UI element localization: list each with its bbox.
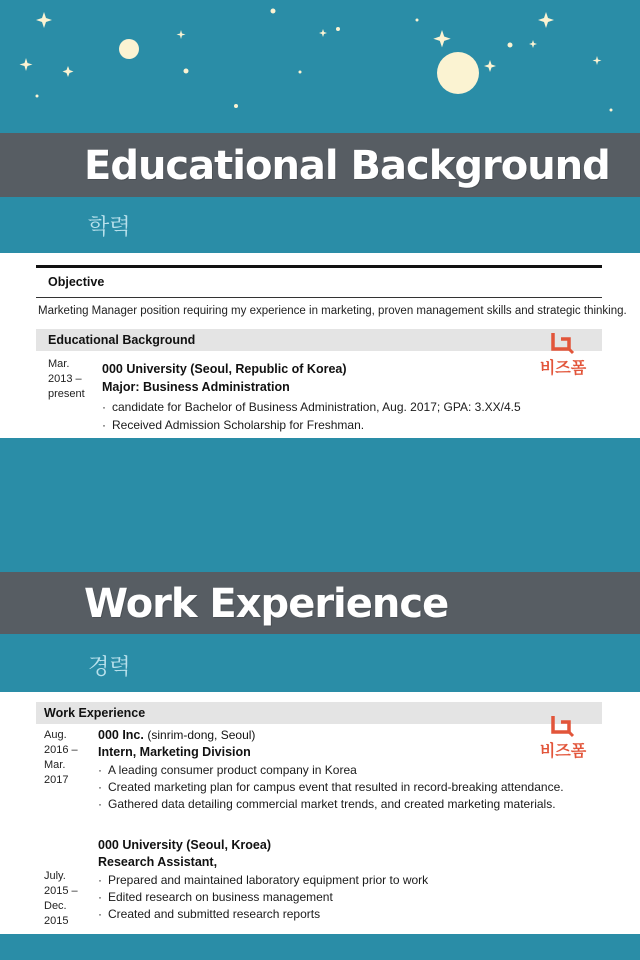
moon-large: [437, 52, 479, 94]
education-dates: [48, 357, 98, 402]
education-resume-card: [0, 253, 640, 438]
education-heading: Educational Background: [48, 333, 196, 347]
starry-sky-illustration: [0, 0, 640, 133]
job1-company-line: [98, 728, 255, 742]
education-title: Educational Background: [84, 143, 610, 189]
date-line: Aug.: [44, 729, 67, 741]
work-title-band: [0, 572, 640, 634]
school-name: 000 University (Seoul, Republic of Korea): [102, 362, 347, 376]
job2-dates: [44, 869, 94, 929]
job1-bullet: · Created marketing plan for campus event that resulted in record-breaking attendance.: [98, 780, 564, 794]
objective-heading: Objective: [48, 275, 105, 289]
date-line: 2017: [44, 774, 69, 786]
education-bullet: · candidate for Bachelor of Business Administration, Aug. 2017; GPA: 3.XX/4.5: [102, 400, 521, 414]
education-bullet: · Received Admission Scholarship for Freshman.: [102, 418, 365, 432]
education-heading-bar: [36, 329, 602, 351]
date-line: 2015: [44, 915, 69, 927]
bizform-logo-icon: [550, 714, 576, 738]
date-line: Mar.: [48, 358, 70, 370]
date-line: present: [48, 388, 85, 400]
date-line: Dec.: [44, 900, 67, 912]
bizform-logo-icon: [550, 331, 576, 355]
bizform-logo-text: 비즈폼: [539, 358, 587, 377]
job2-role: Research Assistant,: [98, 855, 218, 869]
job1-bullet: · A leading consumer product company in Korea: [98, 763, 357, 777]
date-line: Mar.: [44, 759, 66, 771]
top-rule: [36, 265, 602, 268]
job2-bullet: · Created and submitted research reports: [98, 907, 321, 921]
date-line: 2015 –: [44, 885, 78, 897]
work-heading-bar: [36, 702, 602, 724]
objective-text: Marketing Manager position requiring my experience in marketing, proven management skills and strategic thinking.: [38, 305, 627, 317]
objective-rule: [36, 297, 602, 298]
bizform-logo: [528, 714, 598, 758]
major: Major: Business Administration: [102, 380, 290, 394]
bizform-logo: [528, 331, 598, 375]
job1-role: Intern, Marketing Division: [98, 745, 251, 759]
work-title: Work Experience: [84, 581, 449, 627]
education-subtitle: 학력: [88, 215, 131, 240]
job1-company: 000 Inc.: [98, 728, 144, 742]
education-title-band: [0, 133, 640, 197]
date-line: 2013 –: [48, 373, 82, 385]
work-resume-card: [0, 692, 640, 934]
sparkle-stars: [20, 9, 613, 112]
job2-bullet: · Edited research on business management: [98, 890, 333, 904]
date-line: July.: [44, 870, 66, 882]
work-subtitle: 경력: [88, 655, 131, 680]
job1-dates: [44, 728, 94, 788]
job2-bullet: · Prepared and maintained laboratory equipment prior to work: [98, 873, 429, 887]
bizform-logo-text: 비즈폼: [539, 741, 587, 760]
moon-small: [119, 39, 139, 59]
job2-company: 000 University (Seoul, Kroea): [98, 838, 271, 852]
job1-location: (sinrim-dong, Seoul): [147, 728, 256, 742]
job1-bullet: · Gathered data detailing commercial market trends, and created marketing materials.: [98, 797, 556, 811]
date-line: 2016 –: [44, 744, 78, 756]
work-heading: Work Experience: [44, 706, 146, 720]
